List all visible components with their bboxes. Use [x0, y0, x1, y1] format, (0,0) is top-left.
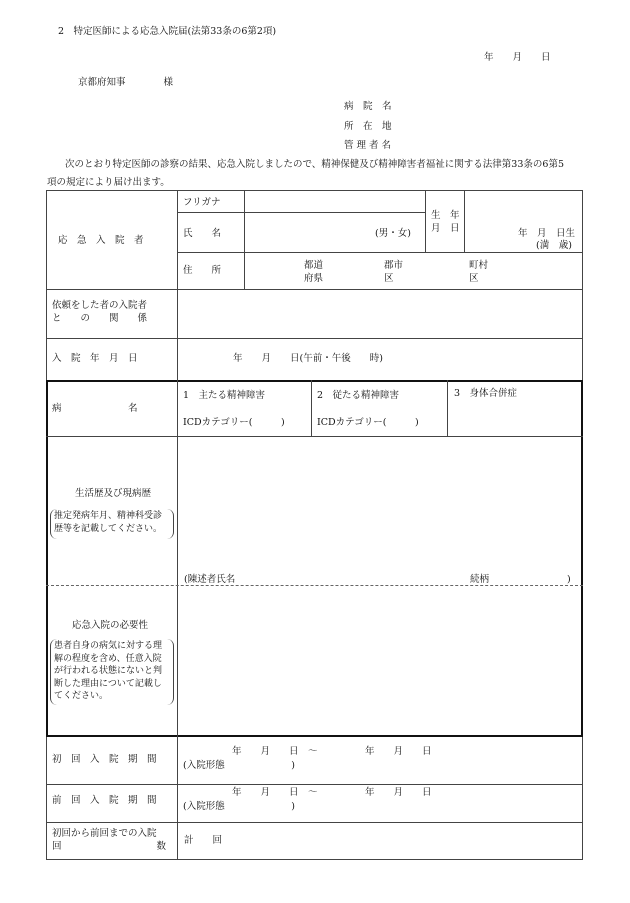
prev-period-form[interactable]: (入院形態 ) [183, 801, 295, 812]
sub-disorder-label: 2 従たる精神障害 [317, 390, 400, 401]
hospital-name-label: 病 院 名 [344, 101, 392, 112]
physical-complication-label: 3 身体合併症 [454, 388, 518, 399]
count-field[interactable]: 計 回 [184, 835, 223, 846]
prev-period-label: 前 回 入 院 期 間 [52, 795, 157, 806]
administrator-label: 管 理 者 名 [344, 140, 392, 151]
count-label-bottom: 回 数 [52, 841, 167, 852]
main-disorder-label: 1 主たる精神障害 [183, 390, 266, 401]
count-label-top: 初回から前回までの入院 [52, 828, 157, 839]
city-label-bottom: 区 [384, 273, 394, 284]
disease-label: 病 名 [52, 403, 138, 414]
submission-date: 年 月 日 [484, 52, 551, 63]
narrator-close-paren: ) [567, 574, 571, 585]
birth-date-field[interactable]: 年 月 日生 [518, 228, 576, 239]
patient-label: 応 急 入 院 者 [58, 235, 144, 246]
history-note: 推定発病年月、精神科受診歴等を記載してください。 [50, 509, 174, 539]
first-period-label: 初 回 入 院 期 間 [52, 754, 157, 765]
hospital-location-label: 所 在 地 [344, 121, 392, 132]
gender-selector[interactable]: (男・女) [375, 228, 411, 239]
narrator-name-field[interactable]: (陳述者氏名 [184, 574, 236, 585]
prev-period-dates[interactable]: 年 月 日 ～ 年 月 日 [232, 787, 432, 798]
intro-text-line2: 項の規定により届け出ます。 [47, 177, 170, 188]
admission-date-field[interactable]: 年 月 日(午前・午後 時) [233, 353, 383, 364]
first-period-dates[interactable]: 年 月 日 ～ 年 月 日 [232, 746, 432, 757]
birth-label-bottom: 月 日 [431, 223, 460, 234]
furigana-label: フリガナ [183, 197, 221, 208]
first-period-form[interactable]: (入院形態 ) [183, 760, 295, 771]
city-label-top: 郡市 [384, 260, 404, 271]
town-label-bottom: 区 [469, 273, 479, 284]
sub-icd-field[interactable]: ICDカテゴリー( ) [317, 417, 419, 428]
requester-label-bottom: と の 関 係 [52, 313, 148, 324]
age-field[interactable]: (満 歳) [536, 240, 572, 251]
patient-name-label: 氏 名 [183, 228, 222, 239]
necessity-note: 患者自身の病気に対する理解の程度を含め、任意入院が行われる状態にないと判断した理由について記載してください。 [50, 639, 174, 705]
prefecture-label-bottom: 府県 [304, 273, 324, 284]
history-label: 生活歴及び現病歴 [75, 488, 152, 499]
addressee: 京都府知事 様 [78, 77, 174, 88]
necessity-label: 応急入院の必要性 [72, 620, 149, 631]
main-icd-field[interactable]: ICDカテゴリー( ) [183, 417, 285, 428]
admission-date-label: 入 院 年 月 日 [52, 353, 138, 364]
requester-label-top: 依頼をした者の入院者 [52, 300, 148, 311]
prefecture-label-top: 都道 [304, 260, 324, 271]
address-label: 住 所 [183, 265, 222, 276]
narrator-relation-field[interactable]: 続柄 [470, 574, 490, 585]
form-title: 2 特定医師による応急入院届(法第33条の6第2項) [58, 26, 277, 37]
birth-label-top: 生 年 [431, 210, 460, 221]
intro-text-line1: 次のとおり特定医師の診察の結果、応急入院しましたので、精神保健及び精神障害者福祉に関する法律第33条の6第5 [65, 159, 564, 170]
town-label-top: 町村 [469, 260, 489, 271]
